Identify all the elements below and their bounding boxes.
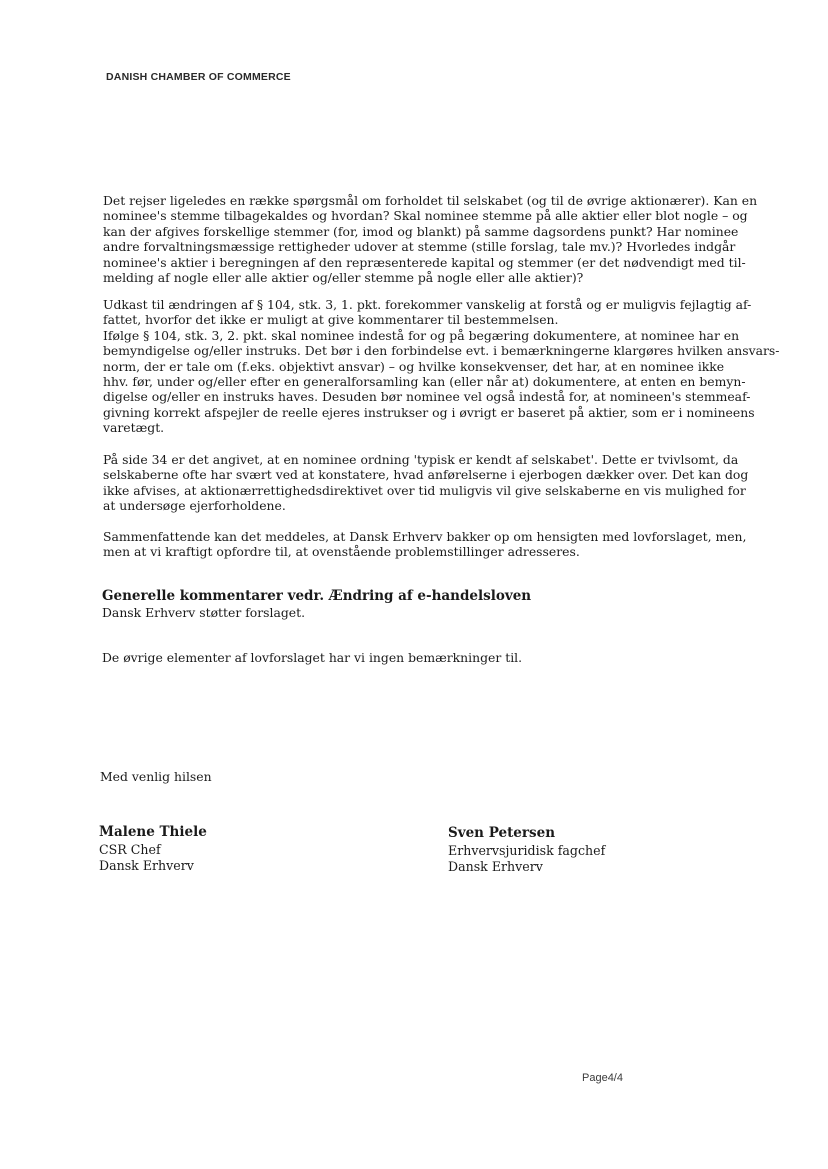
page-number: Page4/4: [582, 1072, 623, 1084]
text-line: givning korrekt afspejler de reelle ejeres instrukser og i øvrigt er baseret på aktier, som er i nomineens: [103, 404, 755, 420]
paragraph-section-104: [103, 297, 780, 436]
signer-organization: Dansk Erhverv: [448, 859, 543, 874]
greeting: Med venlig hilsen: [100, 769, 212, 784]
text-line: ikke afvises, at aktionærrettighedsdirektivet over tid muligvis vil give selskaberne en vis mulighed for: [103, 482, 746, 498]
closing-remark: De øvrige elementer af lovforslaget har vi ingen bemærkninger til.: [102, 650, 523, 665]
text-line: Udkast til ændringen af § 104, stk. 3, 1. pkt. forekommer vanskelig at forstå og er muligvis fejlagtig af-: [103, 297, 752, 312]
text-line: nominee's stemme tilbagekaldes og hvordan? Skal nominee stemme på alle aktier eller blot nogle – og: [103, 208, 748, 224]
text-line: Det rejser ligeledes en række spørgsmål om forholdet til selskabet (og til de øvrige aktionærer). Kan en: [103, 193, 758, 208]
text-line: Sammenfattende kan det meddeles, at Dansk Erhverv bakker op om hensigten med lovforslaget, men,: [103, 529, 747, 544]
section-body-text: Dansk Erhverv støtter forslaget.: [102, 605, 306, 620]
text-line: selskaberne ofte har svært ved at konstatere, hvad anførelserne i ejerbogen dækker over. Det kan dog: [103, 467, 749, 483]
text-line: fattet, hvorfor det ikke er muligt at give kommentarer til bestemmelsen.: [103, 312, 559, 328]
signer-title: Erhvervsjuridisk fagchef: [448, 843, 606, 858]
letterhead-organization: DANISH CHAMBER OF COMMERCE: [106, 71, 291, 83]
text-line: at undersøge ejerforholdene.: [103, 498, 286, 514]
signer-name: Sven Petersen: [448, 825, 556, 841]
text-line: norm, der er tale om (f.eks. objektivt ansvar) – og hvilke konsekvenser, det har, at en nominee ikke: [103, 358, 725, 374]
paragraph-page-34: [103, 452, 749, 514]
text-line: andre forvaltningsmæssige rettigheder udover at stemme (stille forslag, tale mv.)? Hvorledes indgår: [103, 239, 736, 255]
text-line: hhv. før, under og/eller efter en generalforsamling kan (eller når at) dokumentere, at enten en bemyn-: [103, 374, 746, 390]
signer-name: Malene Thiele: [99, 824, 207, 840]
paragraph-summary: [103, 529, 747, 560]
signer-title: CSR Chef: [99, 842, 161, 857]
text-line: kan der afgives forskellige stemmer (for, imod og blankt) på samme dagsordens punkt? Har nominee: [103, 223, 739, 239]
text-line: nominee's aktier i beregningen af den repræsenterede kapital og stemmer (er det nødvendigt med til-: [103, 254, 746, 270]
text-line: men at vi kraftigt opfordre til, at ovenstående problemstillinger adresseres.: [103, 544, 580, 560]
text-line: melding af nogle eller alle aktier og/eller stemme på nogle eller alle aktier)?: [103, 270, 584, 286]
text-line: varetægt.: [103, 420, 165, 436]
text-line: bemyndigelse og/eller instruks. Det bør i den forbindelse evt. i bemærkningerne klargøres hvilken ansvars-: [103, 343, 780, 359]
paragraph-nominee-questions: [103, 193, 758, 286]
text-line: Ifølge § 104, stk. 3, 2. pkt. skal nominee indestå for og på begæring dokumentere, at nominee har en: [103, 327, 740, 343]
text-line: digelse og/eller en instruks haves. Desuden bør nominee vel også indestå for, at nomineen's stemmeaf-: [103, 389, 751, 405]
signature-block-right: [448, 825, 605, 875]
text-line: På side 34 er det angivet, at en nominee ordning 'typisk er kendt af selskabet'. Dette er tvivlsomt, da: [103, 452, 739, 467]
signature-block-left: [99, 824, 207, 874]
section-heading: Generelle kommentarer vedr. Ændring af e-handelsloven: [102, 588, 532, 604]
signer-organization: Dansk Erhverv: [99, 858, 194, 873]
